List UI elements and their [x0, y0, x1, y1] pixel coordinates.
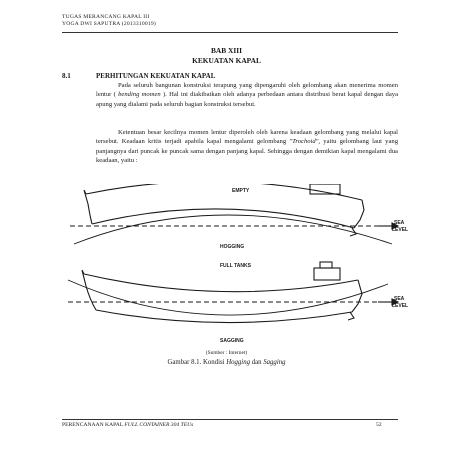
chapter-number: BAB XIII: [210, 46, 242, 55]
sagging-label: SAGGING: [220, 338, 244, 344]
hogging-stern: [354, 200, 364, 228]
hogging-sagging-figure: [62, 184, 422, 356]
sagging-ship: [68, 262, 398, 323]
sagging-deck: [84, 274, 358, 292]
header-line-2: YOGA DWI SAPUTRA (2013310019): [62, 21, 156, 27]
sea-label-bottom: SEA: [394, 296, 405, 302]
sagging-superstructure: [314, 268, 340, 280]
sea-label-top: SEA: [394, 220, 405, 226]
hogging-label: HOGGING: [220, 244, 245, 250]
header-rule: [62, 32, 398, 33]
header-line-1: TUGAS MERANCANG KAPAL III: [62, 14, 150, 20]
figure-caption: Gambar 8.1. Kondisi Hogging dan Sagging: [167, 359, 286, 366]
footer-rule: [62, 419, 398, 420]
sagging-bridge: [320, 262, 332, 268]
figure-source: (Sumber : Internet): [205, 350, 248, 356]
running-header: [62, 14, 156, 28]
page-number: 52: [376, 422, 382, 428]
full-tanks-label: FULL TANKS: [220, 263, 251, 269]
hogging-bow: [84, 190, 92, 224]
paragraph-2: Ketentuan besar kecilnya momen lentur diperoleh oleh karena keadaan gelombang yang melalui kapal tersebut. Keadaan kritis terjadi apabila kapal mengalami gelombang "Trochoid", yaitu gelombang laut yang panjangnya dari puncak ke puncak sama dengan panjang kapal. Sehingga dengan demikian kapal mengalami dua keadaan, yaitu :: [96, 129, 398, 165]
level-label-top: LEVEL: [392, 227, 409, 233]
level-label-bottom: LEVEL: [392, 303, 409, 309]
hogging-wave: [74, 215, 392, 244]
sagging-hull-bottom: [96, 310, 352, 323]
section-title: PERHITUNGAN KEKUATAN KAPAL: [96, 72, 216, 80]
paragraph-1: Pada seluruh bangunan konstruksi terapung yang dipengaruhi oleh gelombang akan menerima momen lentur ( bending momen ). Hal ini diakibatkan oleh adanya perbedaan antara distribusi berat kapal dengan daya apung yang dialami pada seluruh bagian konstruksi tersebut.: [96, 82, 398, 108]
section-number: 8.1: [62, 72, 71, 80]
sagging-wave: [68, 280, 388, 315]
hogging-hull-bottom: [92, 209, 354, 228]
term-trochoid: "Trochoid": [289, 138, 319, 146]
running-footer: PERENCANAAN KAPAL FULL CONTAINER 304 TEUs: [62, 422, 194, 428]
hogging-deck: [86, 184, 362, 200]
empty-label: EMPTY: [232, 188, 250, 194]
term-bending-momen: bending momen: [118, 91, 161, 99]
sagging-rudder: [348, 312, 354, 320]
chapter-title: KEKUATAN KAPAL: [192, 56, 261, 65]
